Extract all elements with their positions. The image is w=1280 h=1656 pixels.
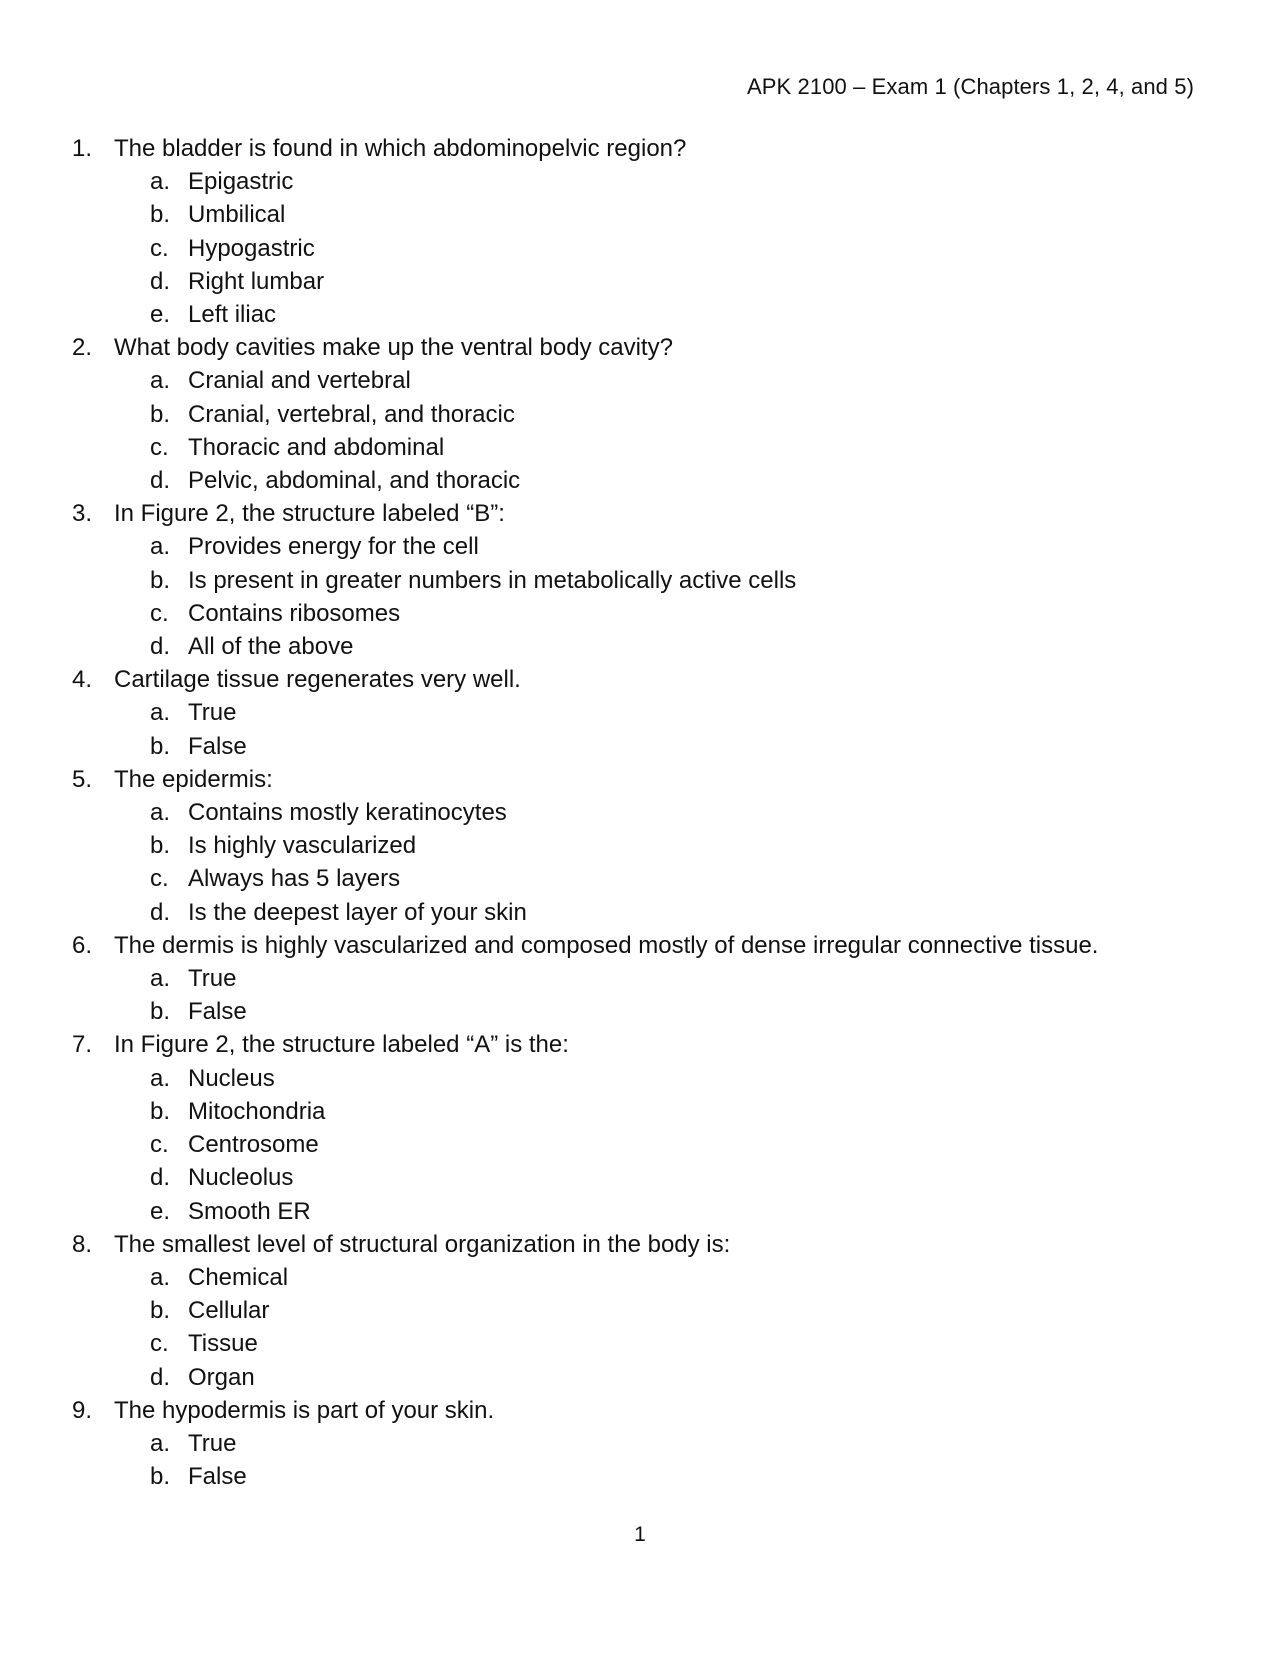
question-6 bbox=[72, 929, 1212, 962]
question-number: 5. bbox=[72, 765, 93, 793]
question-8 bbox=[72, 1228, 1212, 1261]
option-5a bbox=[72, 796, 1212, 829]
option-letter: d. bbox=[150, 267, 171, 295]
option-letter: c. bbox=[150, 599, 169, 627]
option-8b bbox=[72, 1294, 1212, 1327]
option-letter: c. bbox=[150, 1131, 169, 1159]
option-1d bbox=[72, 265, 1212, 298]
question-text: The dermis is highly vascularized and composed mostly of dense irregular connective tissue. bbox=[114, 931, 1099, 959]
question-3 bbox=[72, 497, 1212, 530]
option-text: Tissue bbox=[188, 1330, 258, 1358]
option-letter: e. bbox=[150, 1197, 171, 1225]
option-4a bbox=[72, 696, 1212, 729]
option-5c bbox=[72, 862, 1212, 895]
question-1 bbox=[72, 132, 1212, 165]
option-text: Centrosome bbox=[188, 1131, 319, 1159]
option-1a bbox=[72, 165, 1212, 198]
option-text: False bbox=[188, 998, 247, 1026]
option-letter: b. bbox=[150, 201, 171, 229]
option-letter: b. bbox=[150, 400, 171, 428]
option-text: Is highly vascularized bbox=[188, 832, 417, 860]
question-number: 4. bbox=[72, 666, 93, 694]
option-text: Cranial and vertebral bbox=[188, 367, 411, 395]
question-number: 9. bbox=[72, 1396, 93, 1424]
option-text: Organ bbox=[188, 1363, 255, 1391]
option-7e bbox=[72, 1195, 1212, 1228]
option-letter: a. bbox=[150, 1064, 171, 1092]
option-letter: a. bbox=[150, 1429, 171, 1457]
option-2c bbox=[72, 431, 1212, 464]
question-text: In Figure 2, the structure labeled “B”: bbox=[114, 500, 505, 528]
option-letter: d. bbox=[150, 898, 171, 926]
question-number: 7. bbox=[72, 1031, 93, 1059]
option-letter: a. bbox=[150, 965, 171, 993]
option-letter: a. bbox=[150, 799, 171, 827]
option-letter: b. bbox=[150, 566, 171, 594]
option-letter: c. bbox=[150, 865, 169, 893]
option-text: Is present in greater numbers in metabolically active cells bbox=[188, 566, 797, 594]
option-2b bbox=[72, 398, 1212, 431]
option-letter: d. bbox=[150, 633, 171, 661]
option-letter: b. bbox=[150, 832, 171, 860]
option-letter: b. bbox=[150, 732, 171, 760]
option-text: Provides energy for the cell bbox=[188, 533, 479, 561]
question-text: The bladder is found in which abdominopelvic region? bbox=[114, 135, 687, 162]
option-5b bbox=[72, 829, 1212, 862]
option-letter: c. bbox=[150, 433, 169, 461]
option-letter: e. bbox=[150, 301, 171, 329]
option-8c bbox=[72, 1327, 1212, 1360]
question-text: The smallest level of structural organization in the body is: bbox=[114, 1230, 731, 1258]
option-text: Mitochondria bbox=[188, 1097, 326, 1125]
option-1b bbox=[72, 198, 1212, 231]
option-letter: d. bbox=[150, 1164, 171, 1192]
option-7b bbox=[72, 1095, 1212, 1128]
option-6a bbox=[72, 962, 1212, 995]
option-text: Always has 5 layers bbox=[188, 865, 401, 893]
option-letter: d. bbox=[150, 1363, 171, 1391]
question-9 bbox=[72, 1394, 1212, 1427]
option-6b bbox=[72, 995, 1212, 1028]
question-number: 1. bbox=[72, 135, 93, 162]
option-text: Nucleolus bbox=[188, 1164, 294, 1192]
option-1c bbox=[72, 232, 1212, 265]
option-3c bbox=[72, 597, 1212, 630]
option-text: Right lumbar bbox=[188, 267, 325, 295]
option-text: Contains ribosomes bbox=[188, 599, 401, 627]
question-2 bbox=[72, 331, 1212, 364]
question-text: Cartilage tissue regenerates very well. bbox=[114, 666, 521, 694]
option-text: Is the deepest layer of your skin bbox=[188, 898, 527, 926]
option-text: Cellular bbox=[188, 1297, 270, 1325]
question-number: 3. bbox=[72, 500, 93, 528]
option-text: Nucleus bbox=[188, 1064, 275, 1092]
option-4b bbox=[72, 730, 1212, 763]
question-text: What body cavities make up the ventral body cavity? bbox=[114, 334, 673, 362]
option-7a bbox=[72, 1062, 1212, 1095]
option-5d bbox=[72, 896, 1212, 929]
option-text: Left iliac bbox=[188, 301, 277, 329]
option-letter: b. bbox=[150, 998, 171, 1026]
question-list bbox=[72, 132, 1212, 1493]
option-3a bbox=[72, 530, 1212, 563]
option-1e bbox=[72, 298, 1212, 331]
option-8d bbox=[72, 1361, 1212, 1394]
option-letter: a. bbox=[150, 168, 171, 196]
option-text: True bbox=[188, 699, 237, 727]
option-letter: c. bbox=[150, 234, 169, 262]
option-text: All of the above bbox=[188, 633, 354, 661]
option-text: True bbox=[188, 1429, 237, 1457]
question-7 bbox=[72, 1028, 1212, 1061]
question-text: The epidermis: bbox=[114, 765, 273, 793]
option-text: Cranial, vertebral, and thoracic bbox=[188, 400, 515, 428]
option-letter: c. bbox=[150, 1330, 169, 1358]
option-text: Epigastric bbox=[188, 168, 294, 196]
question-text: In Figure 2, the structure labeled “A” is the: bbox=[114, 1031, 569, 1059]
question-text: The hypodermis is part of your skin. bbox=[114, 1396, 495, 1424]
question-5 bbox=[72, 763, 1212, 796]
option-7c bbox=[72, 1128, 1212, 1161]
option-text: False bbox=[188, 732, 247, 760]
option-letter: b. bbox=[150, 1297, 171, 1325]
option-text: Thoracic and abdominal bbox=[188, 433, 445, 461]
option-text: Contains mostly keratinocytes bbox=[188, 799, 507, 827]
page-header: APK 2100 – Exam 1 (Chapters 1, 2, 4, and 5) bbox=[747, 74, 1194, 99]
question-number: 6. bbox=[72, 931, 93, 959]
option-7d bbox=[72, 1161, 1212, 1194]
option-letter: a. bbox=[150, 367, 171, 395]
question-number: 8. bbox=[72, 1230, 93, 1258]
option-9b bbox=[72, 1460, 1212, 1493]
option-2d bbox=[72, 464, 1212, 497]
option-text: False bbox=[188, 1463, 247, 1491]
page-number: 1 bbox=[634, 1523, 646, 1546]
option-text: True bbox=[188, 965, 237, 993]
option-text: Pelvic, abdominal, and thoracic bbox=[188, 467, 521, 495]
option-letter: a. bbox=[150, 1263, 171, 1291]
option-letter: b. bbox=[150, 1097, 171, 1125]
option-3d bbox=[72, 630, 1212, 663]
option-9a bbox=[72, 1427, 1212, 1460]
option-letter: d. bbox=[150, 467, 171, 495]
option-text: Umbilical bbox=[188, 201, 286, 229]
option-8a bbox=[72, 1261, 1212, 1294]
option-text: Chemical bbox=[188, 1263, 289, 1291]
option-letter: b. bbox=[150, 1463, 171, 1491]
option-2a bbox=[72, 364, 1212, 397]
option-letter: a. bbox=[150, 533, 171, 561]
option-text: Hypogastric bbox=[188, 234, 315, 262]
option-3b bbox=[72, 564, 1212, 597]
question-4 bbox=[72, 663, 1212, 696]
option-text: Smooth ER bbox=[188, 1197, 311, 1225]
option-letter: a. bbox=[150, 699, 171, 727]
question-number: 2. bbox=[72, 334, 93, 362]
